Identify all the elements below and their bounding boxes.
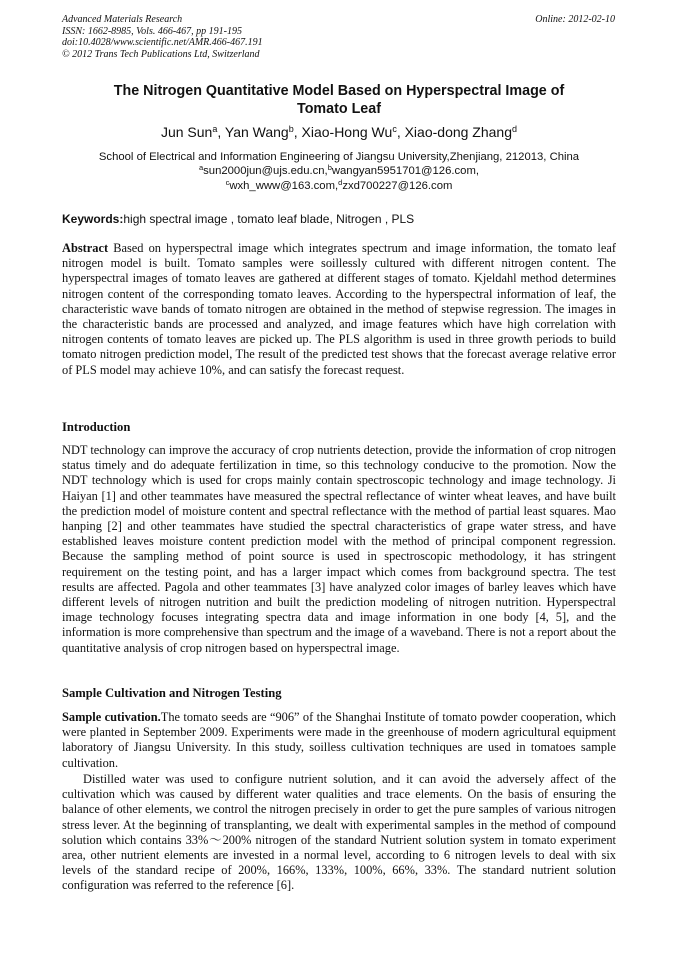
abstract-label: Abstract — [62, 241, 109, 255]
doi-line[interactable]: doi:10.4028/www.scientific.net/AMR.466-467.191 — [62, 37, 263, 48]
author-list — [62, 124, 616, 141]
issn-line: ISSN: 1662-8985, Vols. 466-467, pp 191-195 — [62, 25, 242, 37]
journal-name: Advanced Materials Research — [62, 14, 183, 25]
cultivation-paragraph — [62, 710, 616, 771]
email-sup: b — [327, 163, 332, 173]
author-sup: b — [288, 124, 294, 134]
keywords-text: high spectral image , tomato leaf blade, Nitrogen , PLS — [123, 212, 415, 226]
title-line-1: The Nitrogen Quantitative Model Based on Hyperspectral Image of — [113, 83, 565, 99]
author-name: Jun Sun — [160, 124, 213, 140]
title-line-2: Tomato Leaf — [297, 101, 381, 117]
author-sup: c — [392, 124, 397, 134]
email-b[interactable]: wangyan5951701@126.com, — [331, 165, 479, 178]
author-sup: d — [512, 124, 518, 134]
abstract-text: Based on hyperspectral image which integrates spectrum and image information, the tomato leaf nitrogen model is built. Tomato samples were soillessly cultured with different nitrogen content. The hyperspectral images of tomato leaves are gathered at different stages of tomato. Kjeldahl method determines nitrogen content of the corresponding tomato leaves. According to the hyperspectral information of leaf, the characteristic wave bands of tomato nitrogen are obtained in the method of stepwise regression. The images in the characteristic bands are processed and analyzed, and image features which have high correlation with nitrogen contents of tomato leaves are picked up. The PLS algorithm is used in three growth periods to build tomato nitrogen prediction model, The result of the predicted test shows that the forecast average relative error of PLS model may achieve 10%, and can satisfy the forecast request. — [62, 241, 616, 377]
affiliation-block — [62, 150, 616, 193]
email-sup: c — [225, 177, 230, 187]
introduction-paragraph: NDT technology can improve the accuracy of crop nutrients detection, provide the information of crop nitrogen status timely and do adequate fertilization in time, so this technology conducive to the promotion. Now the NDT technology which is used for crops mainly contain spectroscopic technology and image technology. Ji Haiyan [1] and other teammates have measured the spectral reflectance of winter wheat leaves, and have built the prediction model of moisture content and spectral reflectance with the method of partial least squares. Mao hanping [2] and other teammates have studied the spectral characteristics of grape water stress, and have established leaves moisture content prediction model with the method of principal component regression. Because the sampling method of point source is used in spectroscopic methodology, it has stringent requirement on the testing point, and has a larger impact which comes from background spectra. The test results are affected. Pagola and other teammates [3] have analyzed color images of barley leaves which have different levels of nitrogen nutrition and built the prediction modeling of nitrogen nutrition. Hyperspectral image technology focuses integrating spectra data and image information in one body [4, 5], and the information is more comprehensive than spectrum and the image of a waveband. There is not a report about the quantitative analysis of crop nitrogen based on hyperspectral image. — [62, 443, 616, 655]
abstract-paragraph — [62, 241, 616, 378]
email-line-1 — [62, 164, 616, 178]
author-sup: a — [212, 124, 218, 134]
nutrient-paragraph: Distilled water was used to configure nutrient solution, and it can avoid the adversely affect of the cultivation which was caused by different water qualities and trace elements. On the basis of ensuring the balance of other elements, we control the nitrogen precisely in order to get the pure samples of various nitrogen stress lever. At the beginning of transplanting, we dealt with experimental samples in the method of compound solution which contains 33%～200% nitrogen of the standard Nutrient solution system in tomato experiment area, other nutrient elements are invested in a normal level, according to 6 nitrogen levels to deal with six levels of the standard recipe of 200%, 166%, 133%, 100%, 66%, 33%. The standard nutrient solution configuration was referred to the reference [6]. — [62, 772, 616, 893]
email-line-2 — [62, 179, 616, 193]
email-sup: a — [198, 163, 204, 173]
keywords-label: Keywords: — [62, 212, 124, 226]
email-d[interactable]: zxd700227@126.com — [342, 179, 453, 192]
cultivation-text: The tomato seeds are “906” of the Shanghai Institute of tomato powder cooperation, which were planted in September 2009. Experiments were made in the greenhouse of modern agricultural equipment laboratory of Jiangsu University. In this study, soilless cultivation techniques are used in tomatoes sample cultivation. — [62, 710, 617, 770]
email-c[interactable]: wxh_www@163.com, — [229, 179, 339, 192]
author-separator: , — [293, 124, 302, 140]
journal-header — [62, 14, 263, 60]
author-name: Xiao-dong Zhang — [404, 124, 513, 140]
author-separator: , — [396, 124, 405, 140]
institution: School of Electrical and Information Engineering of Jiangsu University,Zhenjiang, 212013, China — [98, 151, 580, 163]
author-name: Yan Wang — [224, 124, 289, 140]
paper-title — [62, 82, 616, 118]
section-heading: Sample Cultivation and Nitrogen Testing — [62, 686, 282, 700]
copyright-line: © 2012 Trans Tech Publications Ltd, Switzerland — [62, 48, 260, 60]
author-name: Xiao-Hong Wu — [301, 124, 393, 140]
introduction-heading: Introduction — [62, 420, 131, 434]
keywords-line — [62, 212, 622, 226]
email-sup: d — [338, 177, 343, 187]
email-a[interactable]: sun2000jun@ujs.edu.cn, — [203, 165, 328, 178]
author-separator: , — [217, 124, 225, 140]
cultivation-label: Sample cutivation. — [62, 710, 161, 724]
online-date: Online: 2012-02-10 — [535, 14, 615, 25]
